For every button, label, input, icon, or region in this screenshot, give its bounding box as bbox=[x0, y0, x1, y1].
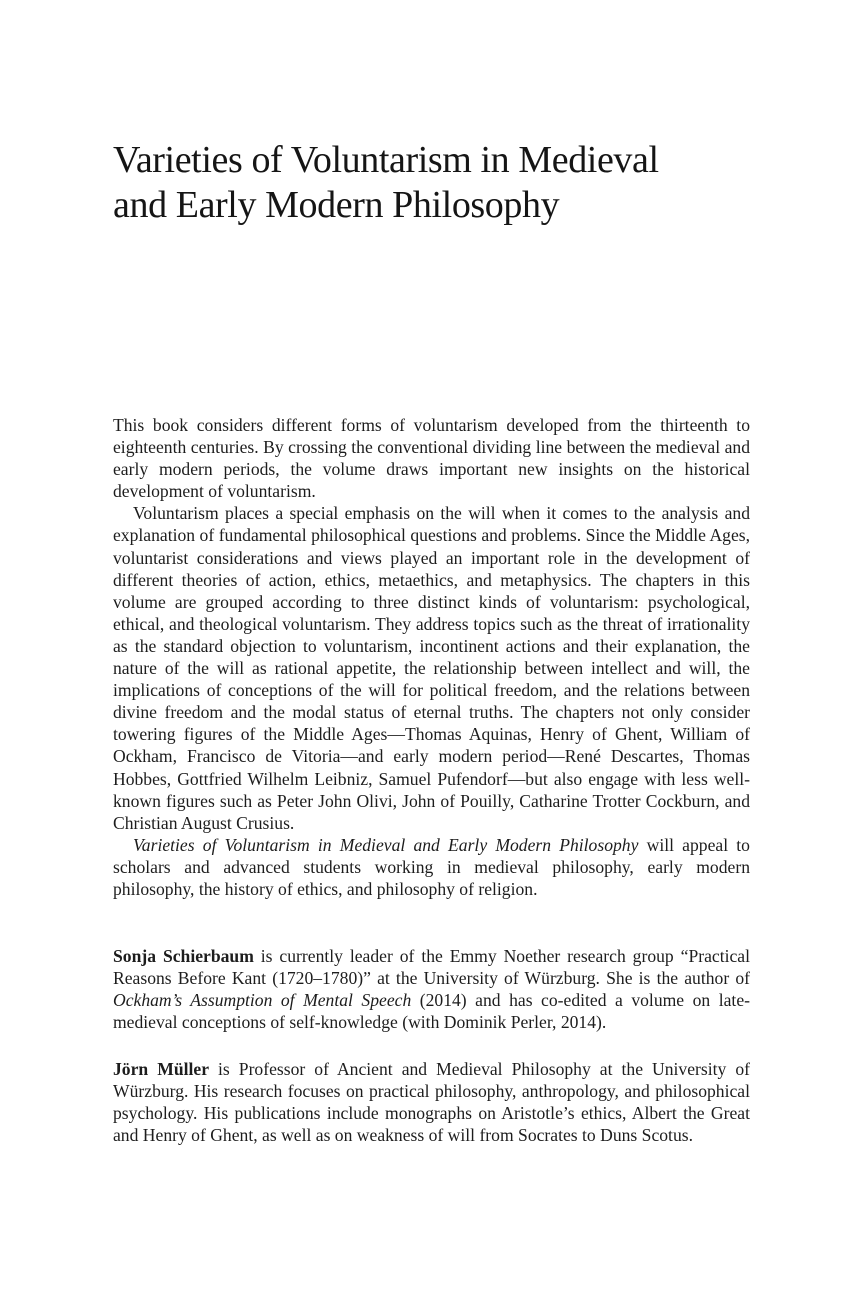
editor-bio-2-text: is Professor of Ancient and Medieval Philosophy at the University of Würzburg. His research focuses on practical philosophy, anthropology, and philosophical psychology. His publications include monographs on Aristotle’s ethics, Albert the Great and Henry of Ghent, as well as on weakness of will from Socrates to Duns Scotus. bbox=[113, 1059, 750, 1146]
description-paragraph-1: This book considers different forms of voluntarism developed from the thirteenth to eighteenth centuries. By crossing the conventional dividing line between the medieval and early modern periods, the volume draws important new insights on the historical development of voluntarism. bbox=[113, 415, 750, 502]
editor-bio-1-book: Ockham’s Assumption of Mental Speech bbox=[113, 990, 412, 1011]
book-description bbox=[113, 414, 750, 900]
editor-bio-1-paragraph bbox=[113, 945, 750, 1033]
description-paragraph-2: Voluntarism places a special emphasis on the will when it comes to the analysis and explanation of fundamental philosophical questions and problems. Since the Middle Ages, voluntarist considerations and views played an important role in the development of different theories of action, ethics, metaethics, and metaphysics. The chapters in this volume are grouped according to three distinct kinds of voluntarism: psychological, ethical, and theological voluntarism. They address topics such as the threat of irrationality as the standard objection to voluntarism, incontinent actions and their explanation, the nature of the will as rational appetite, the relationship between intellect and will, the implications of conceptions of the will for political freedom, and the relations between divine freedom and the modal status of eternal truths. The chapters not only consider towering figures of the Middle Ages—Thomas Aquinas, Henry of Ghent, William of Ockham, Francisco de Vitoria—and early modern period—René Descartes, Thomas Hobbes, Gottfried Wilhelm Leibniz, Samuel Pufendorf—but also engage with less well-known figures such as Peter John Olivi, John of Pouilly, Catharine Trotter Cockburn, and Christian August Crusius. bbox=[113, 503, 750, 833]
editor-bio-1-text-a: is currently leader of the Emmy Noether research group “Practical Reasons Before Kant (1720–1780)” at the University of Würzburg. She is the author of bbox=[113, 946, 751, 989]
description-paragraph-3-text: will appeal to scholars and advanced students working in medieval philosophy, early modern philosophy, the history of ethics, and philosophy of religion. bbox=[113, 834, 750, 899]
description-paragraph-3 bbox=[113, 834, 750, 900]
book-title-italic: Varieties of Voluntarism in Medieval and Early Modern Philosophy bbox=[133, 834, 639, 855]
editor-bio-2-paragraph bbox=[113, 1058, 750, 1146]
book-title-line-1: Varieties of Voluntarism in Medieval bbox=[113, 139, 659, 181]
editor-bio-2 bbox=[113, 1058, 750, 1146]
book-title bbox=[113, 138, 753, 228]
editor-name-2: Jörn Müller bbox=[113, 1059, 209, 1079]
editor-bio-1 bbox=[113, 945, 750, 1033]
book-title-line-2: and Early Modern Philosophy bbox=[113, 184, 560, 226]
editor-bio-1-text-b: (2014) and has co-edited a volume on late-medieval conceptions of self-knowledge (with Dominik Perler, 2014). bbox=[113, 990, 750, 1033]
editor-name-1: Sonja Schierbaum bbox=[113, 946, 254, 966]
